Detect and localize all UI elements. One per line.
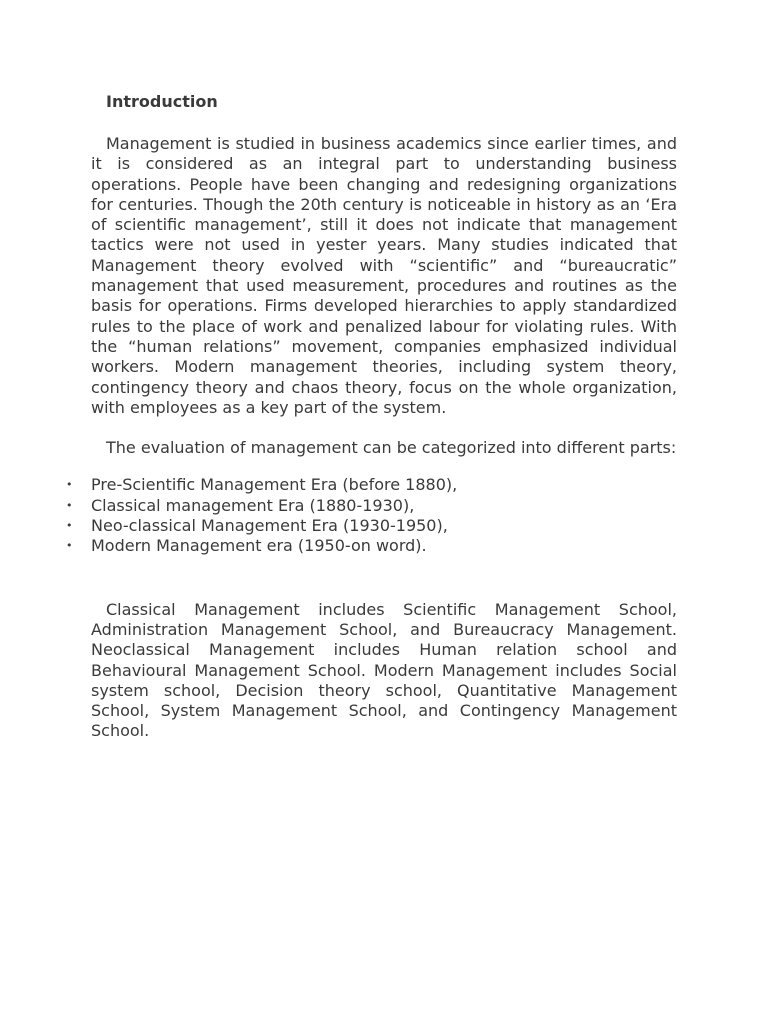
bullet-icon: • <box>66 519 73 533</box>
list-item <box>66 516 677 536</box>
list-item <box>66 536 677 556</box>
bullet-icon: • <box>66 498 73 512</box>
document-page <box>66 92 677 742</box>
list-item-text: Neo-classical Management Era (1930-1950), <box>91 516 448 536</box>
bullet-icon: • <box>66 478 73 492</box>
evaluation-paragraph: The evaluation of management can be categorized into different parts: <box>106 438 677 458</box>
era-list <box>66 475 677 556</box>
list-item-text: Modern Management era (1950-on word). <box>91 536 427 556</box>
list-item-text: Classical management Era (1880-1930), <box>91 495 415 515</box>
list-item-text: Pre-Scientific Management Era (before 1880), <box>91 475 458 495</box>
section-heading: Introduction <box>106 92 218 111</box>
list-item <box>66 475 677 495</box>
intro-paragraph: Management is studied in business academics since earlier times, and it is considered as an integral part to understanding business operations. People have been changing and redesigning organizations for centuries. Though the 20th century is noticeable in history as an ‘Era of scientific management’, still it does not indicate that management tactics were not used in yester years. Many studies indicated that Management theory evolved with “scientific” and “bureaucratic” management that used measurement, procedures and routines as the basis for operations. Firms developed hierarchies to apply standardized rules to the place of work and penalized labour for violating rules. With the “human relations” movement, companies emphasized individual workers. Modern management theories, including system theory, contingency theory and chaos theory, focus on the whole organization, with employees as a key part of the system. <box>91 134 677 417</box>
bullet-icon: • <box>66 539 73 553</box>
schools-paragraph: Classical Management includes Scientific Management School, Administration Management School, and Bureaucracy Management. Neoclassical Management includes Human relation school and Behavioural Management School. Modern Management includes Social system school, Decision theory school, Quantitative Management School, System Management School, and Contingency Management School. <box>91 599 677 741</box>
list-item <box>66 495 677 516</box>
